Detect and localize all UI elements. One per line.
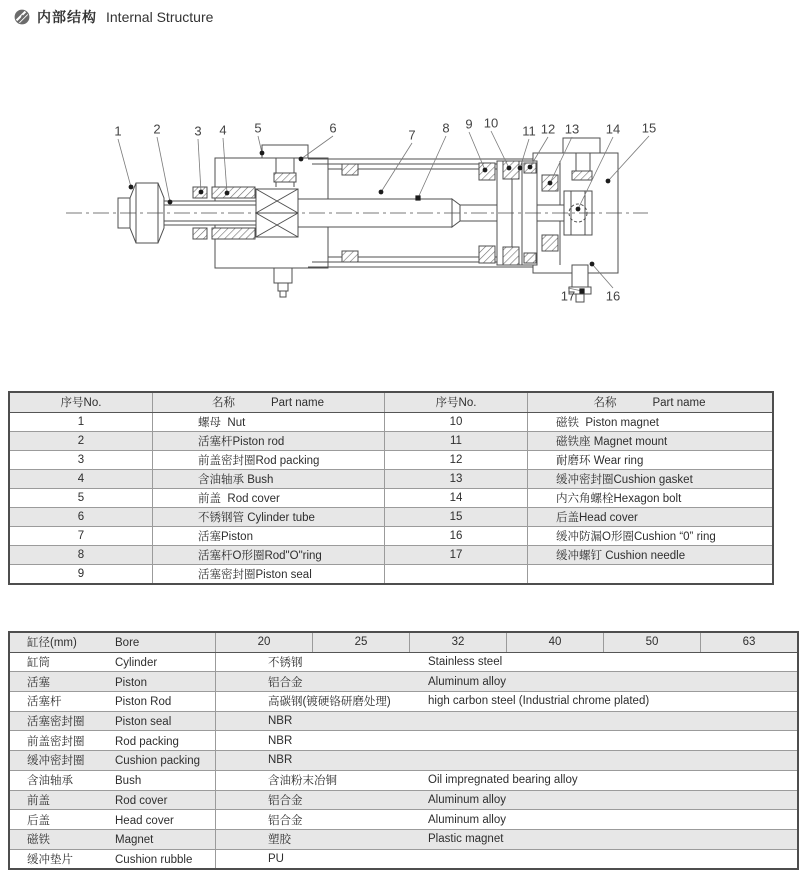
- callout-marker: [260, 151, 265, 156]
- part-name-cell: 活塞杆Piston rod: [153, 431, 385, 450]
- parts-table-row: [9, 431, 773, 450]
- callout-marker: [168, 200, 173, 205]
- callout-number: 3: [194, 123, 202, 139]
- part-name-cell: 活塞杆O形圈Rod"O"ring: [153, 545, 385, 564]
- part-name-cell: 缓冲防漏O形圈Cushion “0” ring: [528, 526, 774, 545]
- diagram-callout: [114, 124, 133, 190]
- component-name-cell: 缓冲密封圈 Cushion packing: [9, 751, 216, 771]
- part-no-cell: [385, 564, 528, 584]
- component-name-cell: 前盖密封圈 Rod packing: [9, 731, 216, 751]
- parts-table-row: [9, 564, 773, 584]
- callout-number: 7: [408, 127, 416, 143]
- section-title-en: Internal Structure: [106, 9, 214, 25]
- callout-marker: [528, 165, 533, 170]
- material-value-cell: PU: [216, 849, 799, 869]
- part-name-cell: 内六角螺栓Hexagon bolt: [528, 488, 774, 507]
- part-no-cell: 16: [385, 526, 528, 545]
- material-value-cell: 高碳钢(镀硬铬研磨处理) high carbon steel (Industrial chrome plated): [216, 692, 799, 712]
- materials-table-row: [9, 731, 798, 751]
- part-no-cell: 10: [385, 412, 528, 431]
- part-no-cell: 3: [9, 450, 153, 469]
- parts-table: [8, 391, 774, 585]
- materials-table-row: [9, 652, 798, 672]
- callout-number: 1: [114, 123, 122, 139]
- bore-size-cell: 50: [604, 632, 701, 652]
- part-no-cell: 5: [9, 488, 153, 507]
- callout-marker: [579, 288, 584, 293]
- part-name-cell: 前盖密封圈Rod packing: [153, 450, 385, 469]
- callout-marker: [483, 168, 488, 173]
- materials-table-row: [9, 810, 798, 830]
- part-no-cell: 9: [9, 564, 153, 584]
- part-name-cell: 耐磨环 Wear ring: [528, 450, 774, 469]
- callout-number: 16: [605, 288, 621, 304]
- parts-table-row: [9, 469, 773, 488]
- materials-table-row: [9, 751, 798, 771]
- callout-marker: [576, 207, 581, 212]
- parts-table-row: [9, 507, 773, 526]
- part-no-cell: 2: [9, 431, 153, 450]
- parts-table-row: [9, 526, 773, 545]
- component-name-cell: 前盖 Rod cover: [9, 790, 216, 810]
- component-name-cell: 含油轴承 Bush: [9, 770, 216, 790]
- materials-table-row: [9, 672, 798, 692]
- material-value-cell: 塑胶 Plastic magnet: [216, 829, 799, 849]
- bottom-port-fitting: [274, 268, 292, 297]
- callout-number: 11: [522, 123, 536, 139]
- material-value-cell: 铝合金 Aluminum alloy: [216, 810, 799, 830]
- material-value-cell: NBR: [216, 731, 799, 751]
- callout-marker: [606, 179, 611, 184]
- materials-table-row: [9, 711, 798, 731]
- callout-number: 6: [329, 120, 337, 136]
- parts-table-header-row: [9, 392, 773, 412]
- part-name-cell: 前盖 Rod cover: [153, 488, 385, 507]
- callout-number: 4: [219, 122, 227, 138]
- parts-table-row: [9, 488, 773, 507]
- col-header-no: 序号No.: [385, 392, 528, 412]
- part-no-cell: 1: [9, 412, 153, 431]
- part-no-cell: 4: [9, 469, 153, 488]
- component-name-cell: 活塞 Piston: [9, 672, 216, 692]
- part-no-cell: 6: [9, 507, 153, 526]
- part-name-cell: 磁铁座 Magnet mount: [528, 431, 774, 450]
- callout-number: 15: [641, 120, 657, 136]
- component-name-cell: 磁铁 Magnet: [9, 829, 216, 849]
- brand-logo-icon: [14, 9, 30, 25]
- part-name-cell: 螺母 Nut: [153, 412, 385, 431]
- materials-table-row: [9, 790, 798, 810]
- col-header-no: 序号No.: [9, 392, 153, 412]
- part-name-cell: [528, 564, 774, 584]
- component-name-cell: 缓冲垫片 Cushion rubble: [9, 849, 216, 869]
- material-value-cell: 含油粉末冶铜 Oil impregnated bearing alloy: [216, 770, 799, 790]
- part-no-cell: 14: [385, 488, 528, 507]
- material-value-cell: 铝合金 Aluminum alloy: [216, 790, 799, 810]
- material-value-cell: 铝合金 Aluminum alloy: [216, 672, 799, 692]
- callout-number: 2: [153, 121, 161, 137]
- part-name-cell: 后盖Head cover: [528, 507, 774, 526]
- part-no-cell: 12: [385, 450, 528, 469]
- callout-marker: [507, 166, 512, 171]
- callout-marker: [129, 185, 134, 190]
- materials-table-header-row: [9, 632, 798, 652]
- callout-number: 8: [442, 120, 450, 136]
- materials-table-row: [9, 829, 798, 849]
- callout-marker: [225, 191, 230, 196]
- col-header-part-name: 名称 Part name: [528, 392, 774, 412]
- materials-table: [8, 631, 799, 870]
- cylinder-drawing: [66, 138, 648, 302]
- materials-table-row: [9, 692, 798, 712]
- diagram-callout: [379, 128, 416, 195]
- callout-number: 9: [465, 116, 473, 132]
- section-header: [14, 7, 213, 27]
- bore-size-cell: 63: [701, 632, 799, 652]
- diagram-callout: [415, 121, 449, 201]
- callout-marker: [199, 190, 204, 195]
- component-name-cell: 后盖 Head cover: [9, 810, 216, 830]
- part-no-cell: 13: [385, 469, 528, 488]
- part-no-cell: 17: [385, 545, 528, 564]
- callout-marker: [299, 157, 304, 162]
- component-name-cell: 活塞密封圈 Piston seal: [9, 711, 216, 731]
- parts-table-row: [9, 412, 773, 431]
- callout-marker: [590, 262, 595, 267]
- bore-size-cell: 40: [507, 632, 604, 652]
- callout-number: 17: [560, 288, 576, 304]
- parts-table-row: [9, 450, 773, 469]
- callout-number: 12: [540, 121, 556, 137]
- part-name-cell: 活塞密封圈Piston seal: [153, 564, 385, 584]
- material-value-cell: 不锈钢 Stainless steel: [216, 652, 799, 672]
- part-name-cell: 缓冲密封圈Cushion gasket: [528, 469, 774, 488]
- cylinder-cross-section-diagram: [60, 113, 680, 318]
- callout-marker: [518, 166, 523, 171]
- section-title-zh: 内部结构: [37, 9, 97, 25]
- part-name-cell: 缓冲螺钉 Cushion needle: [528, 545, 774, 564]
- part-no-cell: 11: [385, 431, 528, 450]
- bore-size-cell: 32: [410, 632, 507, 652]
- component-name-cell: 活塞杆 Piston Rod: [9, 692, 216, 712]
- part-no-cell: 15: [385, 507, 528, 526]
- part-no-cell: 7: [9, 526, 153, 545]
- material-value-cell: NBR: [216, 711, 799, 731]
- part-name-cell: 磁铁 Piston magnet: [528, 412, 774, 431]
- material-value-cell: NBR: [216, 751, 799, 771]
- callout-marker: [379, 190, 384, 195]
- component-name-cell: 缸筒 Cylinder: [9, 652, 216, 672]
- bore-header-cell: 缸径(mm) Bore: [9, 632, 216, 652]
- materials-table-row: [9, 849, 798, 869]
- part-no-cell: 8: [9, 545, 153, 564]
- part-name-cell: 含油轴承 Bush: [153, 469, 385, 488]
- bore-size-cell: 25: [313, 632, 410, 652]
- callout-marker: [415, 195, 420, 200]
- materials-table-row: [9, 770, 798, 790]
- callout-number: 14: [605, 121, 621, 137]
- callout-number: 13: [564, 121, 580, 137]
- callout-marker: [548, 181, 553, 186]
- callout-number: 5: [254, 120, 262, 136]
- diagram-callout: [194, 124, 203, 195]
- parts-table-row: [9, 545, 773, 564]
- part-name-cell: 活塞Piston: [153, 526, 385, 545]
- bore-size-cell: 20: [216, 632, 313, 652]
- part-name-cell: 不锈钢管 Cylinder tube: [153, 507, 385, 526]
- col-header-part-name: 名称 Part name: [153, 392, 385, 412]
- callout-number: 10: [483, 115, 499, 131]
